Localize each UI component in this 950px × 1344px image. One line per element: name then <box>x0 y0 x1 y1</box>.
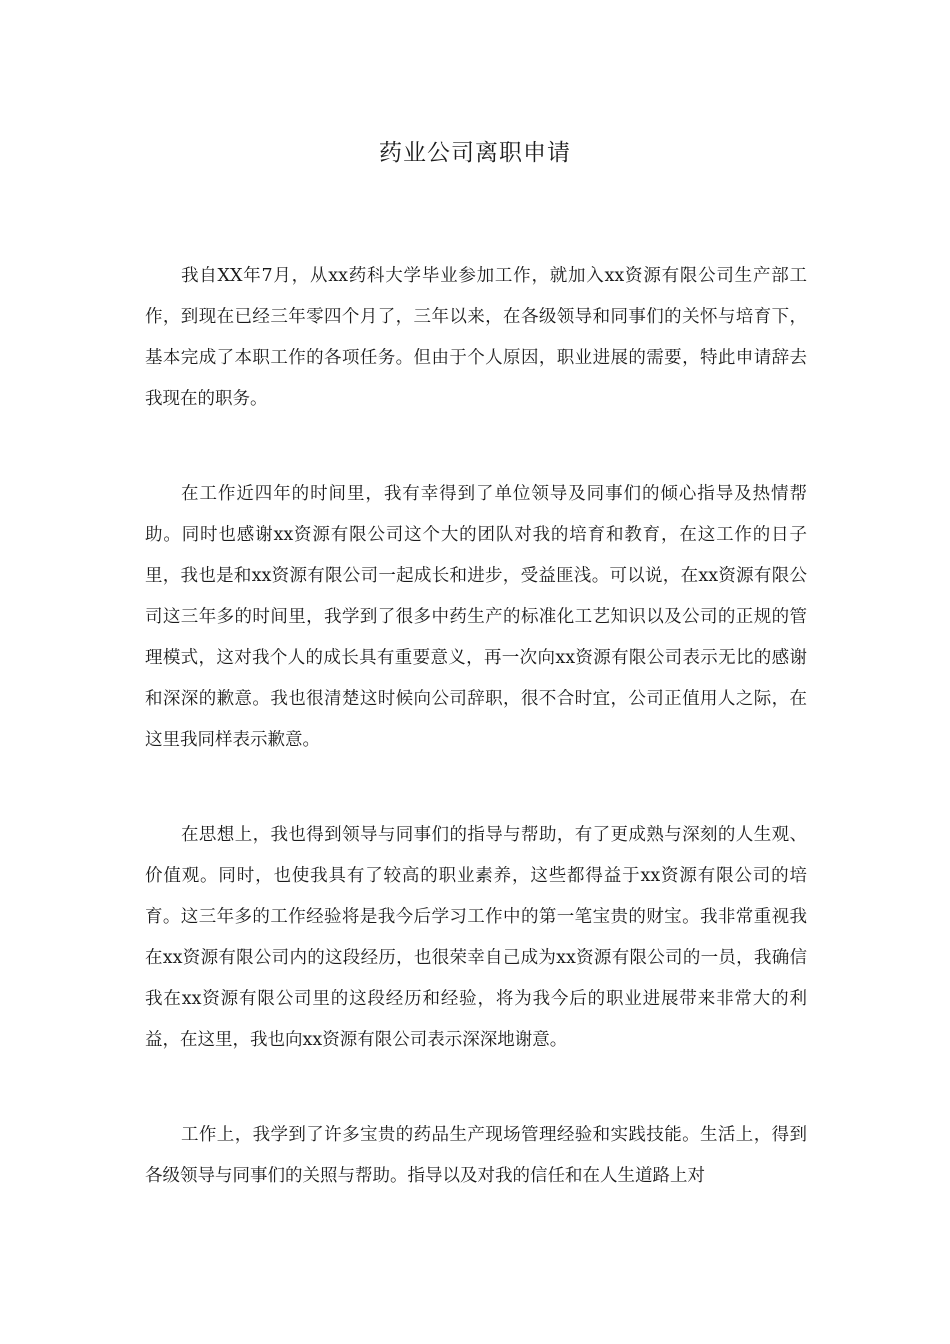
paragraph-4: 工作上，我学到了许多宝贵的药品生产现场管理经验和实践技能。生活上，得到各级领导与同事们的关照与帮助。指导以及对我的信任和在人生道路上对 <box>145 1125 807 1186</box>
document-title: 药业公司离职申请 <box>379 140 571 166</box>
paragraph-2: 在工作近四年的时间里，我有幸得到了单位领导及同事们的倾心指导及热情帮助。同时也感谢xx资源有限公司这个大的团队对我的培育和教育，在这工作的日子里，我也是和xx资源有限公司一起成长和进步，受益匪浅。可以说，在xx资源有限公司这三年多的时间里，我学到了很多中药生产的标准化工艺知识以及公司的正规的管理模式，这对我个人的成长具有重要意义，再一次向xx资源有限公司表示无比的感谢和深深的歉意。我也很清楚这时候向公司辞职，很不合时宜，公司正值用人之际，在这里我同样表示歉意。 <box>145 484 807 750</box>
paragraph-3: 在思想上，我也得到领导与同事们的指导与帮助，有了更成熟与深刻的人生观、价值观。同时，也使我具有了较高的职业素养，这些都得益于xx资源有限公司的培育。这三年多的工作经验将是我今后学习工作中的第一笔宝贵的财宝。我非常重视我在xx资源有限公司内的这段经历，也很荣幸自己成为xx资源有限公司的一员，我确信我在xx资源有限公司里的这段经历和经验，将为我今后的职业进展带来非常大的利益，在这里，我也向xx资源有限公司表示深深地谢意。 <box>145 825 807 1050</box>
document-body <box>145 256 807 1251</box>
paragraph-1: 我自XX年7月，从xx药科大学毕业参加工作，就加入xx资源有限公司生产部工作，到现在已经三年零四个月了，三年以来，在各级领导和同事们的关怀与培育下，基本完成了本职工作的各项任务。但由于个人原因，职业进展的需要，特此申请辞去我现在的职务。 <box>145 266 807 409</box>
